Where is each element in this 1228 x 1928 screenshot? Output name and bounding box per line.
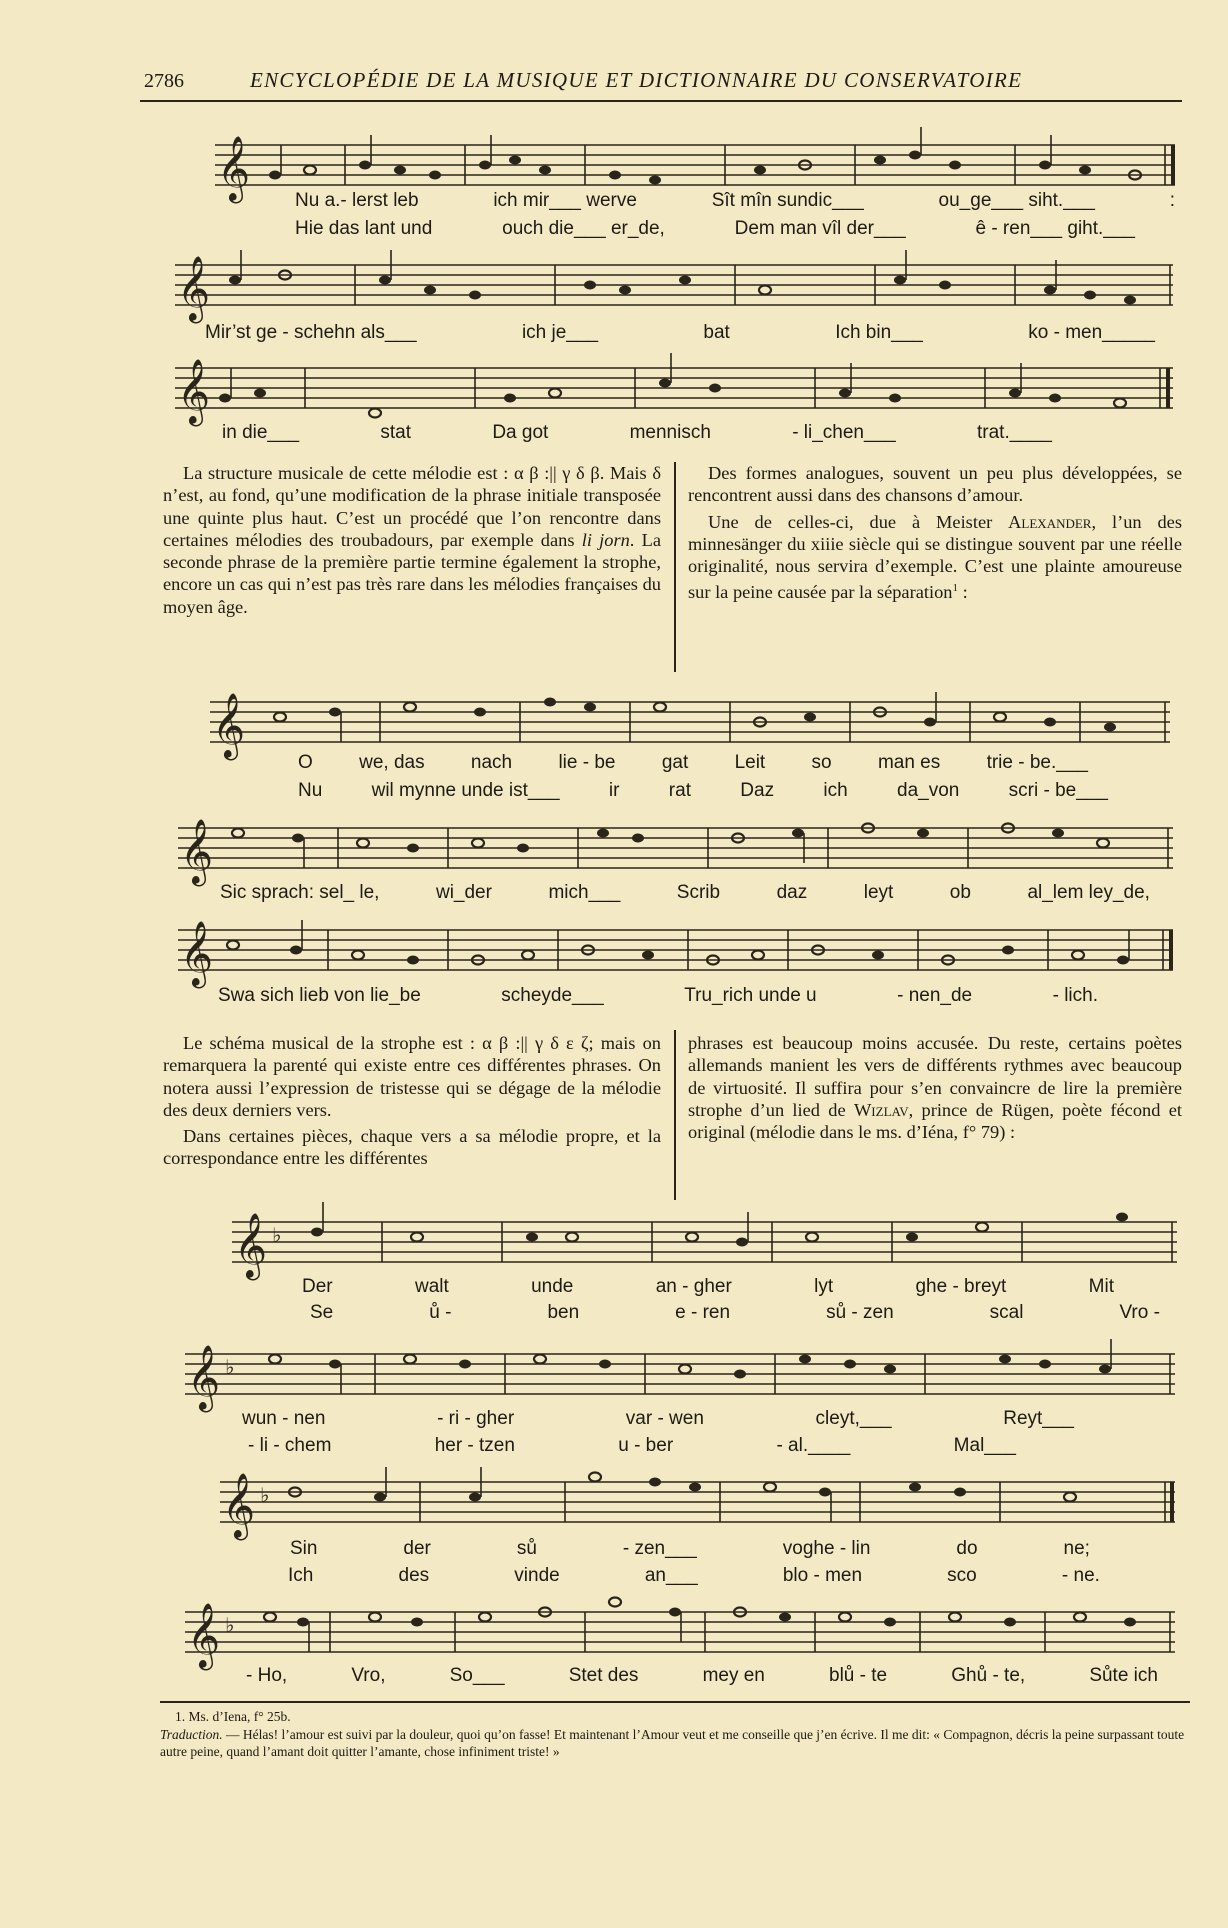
paragraph: Dans certaines pièces, chaque vers a sa mélodie propre, et la correspondance entre les différentes — [163, 1126, 661, 1169]
treble-clef-icon: 𝄞 — [234, 1213, 268, 1278]
staff-1-3 — [175, 358, 1175, 424]
lyric-segment: - li_chen___ — [792, 422, 896, 443]
lyric-segment: sů — [516, 1538, 537, 1559]
lyric-segment: ko - men_____ — [1028, 322, 1155, 343]
lyric-segment: Nu — [298, 780, 323, 801]
column-divider — [674, 462, 676, 672]
lyric-segment: ou_ge___ siht.___ — [938, 190, 1095, 211]
lyric-segment: O — [298, 752, 313, 773]
staff-lines — [232, 1222, 1177, 1262]
lyric-segment: gat — [661, 752, 689, 773]
translation-text: — Hélas! l’amour est suivi par la douleur, quoi qu’on fasse! Et maintenant l’Amour veut et me conseille que j’en écrive. Il me dit: « Compagnon, décris la peine surpassant toute autre peine, quand l’amant doit quitter l’amante, chose infiniment triste! » — [160, 1727, 1185, 1759]
lyric-segment: do — [956, 1538, 978, 1559]
lyric-segment: Stet des — [568, 1665, 639, 1686]
lyric-segment: scheyde___ — [501, 985, 604, 1006]
prose-right-column — [688, 462, 1182, 608]
notes — [269, 127, 1141, 185]
lyric-line — [298, 752, 1088, 774]
lyric-line — [220, 882, 1150, 904]
lyric-segment: wi_der — [435, 882, 492, 903]
staff-2-3 — [178, 920, 1178, 986]
lyric-segment: sů - zen — [826, 1302, 894, 1323]
lyric-segment: blů - te — [829, 1665, 888, 1686]
lyric-segment: ê - ren___ giht.___ — [975, 218, 1135, 239]
lyric-segment: unde — [531, 1276, 574, 1297]
footnote — [175, 1708, 1215, 1725]
lyric-segment: scri - be___ — [1008, 780, 1108, 801]
lyric-segment: Sic sprach: sel_ le, — [220, 882, 380, 903]
lyric-segment: ben — [547, 1302, 580, 1323]
lyric-segment: var - wen — [625, 1408, 704, 1429]
lyric-segment: : — [1169, 190, 1175, 211]
lyric-segment: blo - men — [782, 1565, 863, 1586]
lyric-segment: an___ — [644, 1565, 698, 1586]
lyric-segment: lyt — [814, 1276, 834, 1297]
staff-1-2 — [175, 255, 1175, 321]
lyric-line — [242, 1408, 1074, 1430]
lyric-segment: Leit — [734, 752, 766, 773]
lyric-segment: - ri - gher — [437, 1408, 515, 1429]
lyric-segment: Ghů - te, — [951, 1665, 1026, 1686]
lyric-segment: Sin — [290, 1538, 318, 1559]
lyric-segment: we, das — [359, 752, 425, 773]
lyric-segment: man es — [877, 752, 941, 773]
lyric-line — [295, 218, 1135, 240]
lyric-segment: Tru_rich unde u — [684, 985, 817, 1006]
lyric-segment: - Ho, — [246, 1665, 288, 1686]
flat-icon: ♭ — [225, 1613, 235, 1637]
paragraph: Le schéma musical de la strophe est : α β :|| γ δ ε ζ; mais on remarquera la parenté qui existe entre ces différentes phrases. On notera aussi l’expression de tristesse qui se dégage de la mélodie des deux derniers vers. — [163, 1033, 661, 1120]
lyric-line — [295, 190, 1175, 212]
staff-3-4 — [185, 1600, 1180, 1668]
treble-clef-icon: 𝄞 — [217, 136, 251, 201]
staff-lines — [178, 828, 1173, 868]
lyric-segment: so — [811, 752, 832, 773]
lyric-segment: Ich — [288, 1565, 314, 1586]
lyric-segment: So___ — [449, 1665, 505, 1686]
lyric-segment: Dem man vîl der___ — [734, 218, 906, 239]
lyric-segment: - li - chem — [248, 1435, 332, 1456]
lyric-segment: e - ren — [675, 1302, 731, 1323]
notes — [264, 1598, 1136, 1653]
staff-3-1 — [232, 1210, 1182, 1278]
treble-clef-icon: 𝄞 — [187, 1603, 221, 1668]
lyric-line — [298, 780, 1108, 802]
footnote-rule — [160, 1701, 1190, 1703]
notes — [274, 692, 1116, 742]
lyric-segment: - ne. — [1061, 1565, 1100, 1586]
lyric-segment: Scrib — [676, 882, 721, 903]
staff-lines — [185, 1612, 1175, 1652]
treble-clef-icon: 𝄞 — [212, 693, 246, 758]
lyric-segment: trie - be.___ — [986, 752, 1088, 773]
lyric-segment: wil mynne unde ist___ — [371, 780, 560, 801]
treble-clef-icon: 𝄞 — [187, 1345, 221, 1410]
lyric-segment: rat — [668, 780, 691, 801]
treble-clef-icon: 𝄞 — [180, 819, 214, 884]
staff-3-2 — [185, 1342, 1180, 1410]
lyric-segment: stat — [380, 422, 412, 443]
lyric-segment: Da got — [492, 422, 549, 443]
treble-clef-icon: 𝄞 — [180, 921, 214, 986]
treble-clef-icon: 𝄞 — [177, 256, 211, 321]
lyric-segment: u - ber — [618, 1435, 674, 1456]
lyric-segment: - al.____ — [776, 1435, 851, 1456]
prose-left-column — [163, 1032, 661, 1174]
lyric-segment: Mit — [1088, 1276, 1114, 1297]
staff-lines — [175, 265, 1173, 305]
notes — [232, 824, 1109, 869]
lyric-segment: walt — [414, 1276, 449, 1297]
lyric-segment: an - gher — [655, 1276, 732, 1297]
notes — [229, 250, 1136, 305]
staff-3-3 — [220, 1470, 1180, 1538]
lyric-segment: mennisch — [629, 422, 711, 443]
lyric-segment: ich mir___ werve — [493, 190, 637, 211]
lyric-segment: Sît mîn sundic___ — [711, 190, 864, 211]
staff-lines — [175, 368, 1173, 408]
staff-2-1 — [210, 692, 1175, 758]
lyric-segment: wun - nen — [242, 1408, 326, 1429]
lyric-segment: in die___ — [222, 422, 300, 443]
lyric-segment: ir — [608, 780, 620, 801]
lyric-segment: Hie das lant und — [295, 218, 433, 239]
lyric-segment: mey en — [702, 1665, 765, 1686]
lyric-segment: ghe - breyt — [915, 1276, 1007, 1297]
lyric-segment: Nu a.- lerst leb — [295, 190, 419, 211]
lyric-segment: Mal___ — [953, 1435, 1016, 1456]
lyric-segment: Swa sich lieb von lie_be — [218, 985, 421, 1006]
lyric-segment: al_lem ley_de, — [1027, 882, 1150, 903]
lyric-segment: ů - — [429, 1302, 452, 1323]
lyric-segment: da_von — [897, 780, 960, 801]
paragraph: Une de celles-ci, due à Meister Alexander, l’un des minnesänger du xiiie siècle qui se distingue souvent par une réelle originalité, nous servira d’exemple. C’est une plainte amoureuse sur la peine causée par la séparation$^1$ : — [688, 511, 1182, 603]
paragraph: La structure musicale de cette mélodie est : α β :|| γ δ β. Mais δ n’est, au fond, qu’une modification de la phrase initiale transposée une quinte plus haut. C’est un procédé que l’on rencontre dans certaines mélodies des troubadours, par exemple dans li jorn. La seconde phrase de la première partie termine également la strophe, encore un cas qui n’est pas très rare dans les mélodies françaises du moyen âge. — [163, 463, 662, 617]
lyric-segment: ich je___ — [521, 322, 599, 343]
notes — [311, 1202, 1128, 1247]
lyric-segment: nach — [470, 752, 513, 773]
notes — [269, 1339, 1111, 1394]
flat-icon: ♭ — [260, 1483, 270, 1507]
lyric-segment: ich — [823, 780, 848, 801]
paragraph: phrases est beaucoup moins accusée. Du reste, certains poètes allemands manient les vers de différents rythmes avec beaucoup de virtuosité. Il suffira pour s’en convaincre de lire la première strophe d’un lied de Wizlav, prince de Rügen, poète fécond et original (mélodie dans le ms. d’Iéna, f° 79) : — [688, 1033, 1182, 1143]
lyric-segment: Daz — [740, 780, 775, 801]
lyric-line — [248, 1435, 1016, 1457]
staff-lines — [210, 702, 1170, 742]
lyric-line — [222, 422, 1052, 444]
staff-2-2 — [178, 818, 1178, 884]
lyric-segment: Der — [302, 1276, 333, 1297]
lyric-segment: Mir’st ge - schehn als___ — [205, 322, 417, 343]
flat-icon: ♭ — [225, 1355, 235, 1379]
notes — [227, 920, 1129, 965]
lyric-segment: Ich bin___ — [835, 322, 923, 343]
notes — [289, 1467, 1076, 1522]
lyric-segment: Reyt___ — [1003, 1408, 1074, 1429]
treble-clef-icon: 𝄞 — [177, 359, 211, 424]
lyric-segment: der — [403, 1538, 431, 1559]
lyric-segment: vinde — [514, 1565, 560, 1586]
lyric-segment: lie - be — [558, 752, 616, 773]
page-number: 2786 — [144, 70, 184, 92]
lyric-line — [310, 1302, 1160, 1324]
lyric-segment: ob — [949, 882, 971, 903]
lyric-segment: bat — [703, 322, 730, 343]
lyric-segment: mich___ — [548, 882, 621, 903]
lyric-line — [288, 1565, 1100, 1587]
flat-icon: ♭ — [272, 1223, 282, 1247]
lyric-segment: sco — [947, 1565, 977, 1586]
lyric-segment: des — [398, 1565, 430, 1586]
lyric-segment: ouch die___ er_de, — [502, 218, 665, 239]
lyric-segment: her - tzen — [434, 1435, 515, 1456]
lyric-segment: - nen_de — [897, 985, 973, 1006]
lyric-segment: voghe - lin — [782, 1538, 871, 1559]
footnote-source: 1. Ms. d’Iena, f° 25b. — [175, 1709, 291, 1724]
lyric-segment: trat.____ — [977, 422, 1052, 443]
lyric-segment: leyt — [863, 882, 894, 903]
lyric-segment: Se — [310, 1302, 334, 1323]
lyric-segment: Sůte ich — [1089, 1665, 1158, 1686]
footnote-translation — [160, 1726, 1200, 1760]
running-title: ENCYCLOPÉDIE DE LA MUSIQUE ET DICTIONNAIRE DU CONSERVATOIRE — [250, 68, 1023, 92]
lyric-line — [290, 1538, 1090, 1560]
prose-left-column — [163, 462, 661, 622]
lyric-line — [246, 1665, 1158, 1687]
prose-right-column — [688, 1032, 1182, 1147]
treble-clef-icon: 𝄞 — [222, 1473, 256, 1538]
page-header — [140, 66, 1182, 102]
column-divider — [674, 1030, 676, 1200]
lyric-line — [218, 985, 1098, 1007]
lyric-segment: ne; — [1063, 1538, 1090, 1559]
lyric-segment: - lich. — [1052, 985, 1098, 1006]
translation-label: Traduction. — [160, 1727, 223, 1742]
paragraph: Des formes analogues, souvent un peu plus développées, se rencontrent aussi dans des chansons d’amour. — [688, 463, 1182, 506]
lyric-line — [302, 1276, 1114, 1298]
lyric-segment: scal — [989, 1302, 1024, 1323]
lyric-segment: daz — [776, 882, 808, 903]
lyric-segment: Vro - — [1119, 1302, 1160, 1323]
lyric-line — [205, 322, 1155, 344]
lyric-segment: Vro, — [351, 1665, 386, 1686]
lyric-segment: - zen___ — [622, 1538, 697, 1559]
lyric-segment: cleyt,___ — [815, 1408, 892, 1429]
